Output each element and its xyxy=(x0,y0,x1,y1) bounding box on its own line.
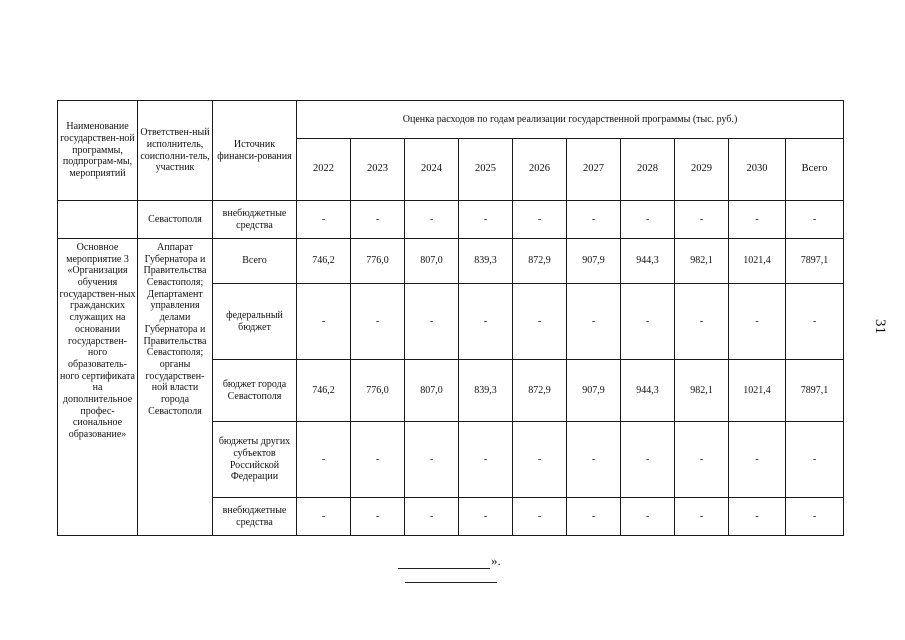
value-cell: - xyxy=(567,498,621,536)
value-cell: - xyxy=(513,498,567,536)
value-cell: 807,0 xyxy=(405,360,459,422)
value-cell: 1021,4 xyxy=(729,360,786,422)
value-cell: - xyxy=(621,201,675,239)
value-cell: - xyxy=(351,284,405,360)
value-cell: 872,9 xyxy=(513,360,567,422)
executor-cell: Севастополя xyxy=(138,201,213,239)
value-cell: 872,9 xyxy=(513,239,567,284)
value-cell: - xyxy=(567,284,621,360)
value-cell: - xyxy=(675,422,729,498)
value-cell: - xyxy=(405,422,459,498)
funding-source-cell: бюджет города Севастополя xyxy=(213,360,297,422)
header-expense-estimate: Оценка расходов по годам реализации государственной программы (тыс. руб.) xyxy=(297,101,844,139)
value-cell: 907,9 xyxy=(567,239,621,284)
page-number: 31 xyxy=(872,319,888,334)
value-cell: 776,0 xyxy=(351,360,405,422)
value-cell: 839,3 xyxy=(459,239,513,284)
value-cell: - xyxy=(513,284,567,360)
value-cell: - xyxy=(729,422,786,498)
total-cell: 7897,1 xyxy=(786,239,844,284)
header-year: 2024 xyxy=(405,139,459,201)
header-year: 2022 xyxy=(297,139,351,201)
header-year: 2029 xyxy=(675,139,729,201)
value-cell: 944,3 xyxy=(621,239,675,284)
header-funding-source: Источник финанси-рования xyxy=(213,101,297,201)
value-cell: 776,0 xyxy=(351,239,405,284)
value-cell: - xyxy=(621,284,675,360)
value-cell: - xyxy=(621,498,675,536)
total-cell: - xyxy=(786,422,844,498)
header-year: 2030 xyxy=(729,139,786,201)
value-cell: - xyxy=(351,422,405,498)
value-cell: - xyxy=(459,422,513,498)
closing-rule-lower xyxy=(405,582,497,583)
value-cell: - xyxy=(459,284,513,360)
closing-quote-mark: ». xyxy=(491,553,501,568)
value-cell: - xyxy=(405,201,459,239)
header-year: 2026 xyxy=(513,139,567,201)
value-cell: - xyxy=(567,422,621,498)
value-cell: - xyxy=(459,498,513,536)
header-year: 2023 xyxy=(351,139,405,201)
header-year: 2025 xyxy=(459,139,513,201)
value-cell: - xyxy=(729,284,786,360)
budget-table xyxy=(57,100,844,536)
header-total: Всего xyxy=(786,139,844,201)
total-cell: 7897,1 xyxy=(786,360,844,422)
value-cell: - xyxy=(297,498,351,536)
value-cell: - xyxy=(351,201,405,239)
measure-name-cell: Основное мероприятие 3 «Организация обучения государствен-ных гражданских служащих на основании государствен-ного образователь-ного сертификата на дополнительное профес-сиональное образование» xyxy=(58,239,138,536)
value-cell: 746,2 xyxy=(297,360,351,422)
value-cell: - xyxy=(675,201,729,239)
value-cell: - xyxy=(675,498,729,536)
value-cell: - xyxy=(405,284,459,360)
value-cell: 982,1 xyxy=(675,239,729,284)
header-program-name: Наименование государствен-ной программы, подпрограм-мы, мероприятий xyxy=(58,101,138,201)
value-cell: - xyxy=(513,201,567,239)
value-cell: 907,9 xyxy=(567,360,621,422)
value-cell: - xyxy=(621,422,675,498)
header-year: 2028 xyxy=(621,139,675,201)
value-cell: - xyxy=(513,422,567,498)
empty-name-cell xyxy=(58,201,138,239)
value-cell: 746,2 xyxy=(297,239,351,284)
value-cell: - xyxy=(297,422,351,498)
total-cell: - xyxy=(786,201,844,239)
closing-rule xyxy=(398,568,490,569)
value-cell: - xyxy=(297,201,351,239)
value-cell: - xyxy=(459,201,513,239)
value-cell: - xyxy=(405,498,459,536)
value-cell: 1021,4 xyxy=(729,239,786,284)
funding-source-cell: Всего xyxy=(213,239,297,284)
value-cell: 944,3 xyxy=(621,360,675,422)
value-cell: - xyxy=(729,201,786,239)
value-cell: 839,3 xyxy=(459,360,513,422)
total-cell: - xyxy=(786,284,844,360)
value-cell: 807,0 xyxy=(405,239,459,284)
value-cell: - xyxy=(297,284,351,360)
value-cell: - xyxy=(729,498,786,536)
value-cell: - xyxy=(351,498,405,536)
total-cell: - xyxy=(786,498,844,536)
value-cell: 982,1 xyxy=(675,360,729,422)
funding-source-cell: внебюджетные средства xyxy=(213,498,297,536)
funding-source-cell: внебюджетные средства xyxy=(213,201,297,239)
table-row xyxy=(58,239,844,284)
funding-source-cell: федеральный бюджет xyxy=(213,284,297,360)
measure-executor-cell: Аппарат Губернатора и Правительства Севастополя; Департамент управления делами Губернатора и Правительства Севастополя; органы государствен-ной власти города Севастополя xyxy=(138,239,213,536)
header-year: 2027 xyxy=(567,139,621,201)
value-cell: - xyxy=(675,284,729,360)
funding-source-cell: бюджеты других субъектов Российской Федерации xyxy=(213,422,297,498)
value-cell: - xyxy=(567,201,621,239)
table-row xyxy=(58,201,844,239)
header-executor: Ответствен-ный исполнитель, соисполни-тель, участник xyxy=(138,101,213,201)
